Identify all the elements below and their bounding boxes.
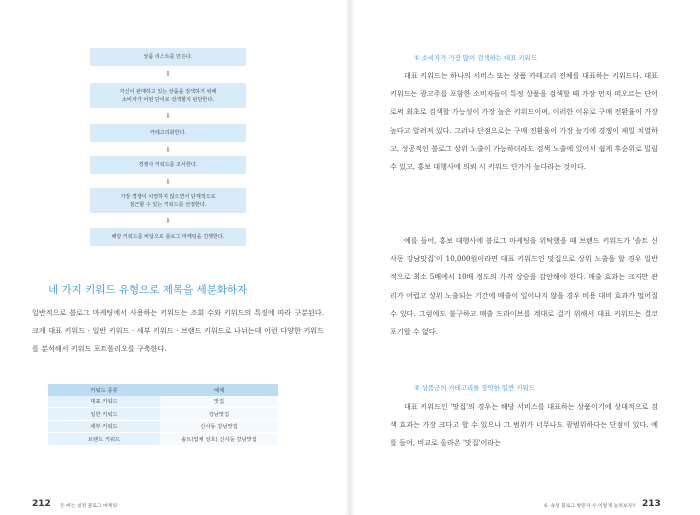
- table-cell: 세부 키워드: [48, 420, 160, 433]
- page-number: 213: [642, 499, 661, 509]
- down-arrow-icon: ⬇: [165, 112, 171, 120]
- flow-step-6: 해당 키워드를 바탕으로 블로그 마케팅을 진행한다.: [90, 228, 246, 246]
- table-row: [48, 408, 278, 421]
- table-header-cell: 예제: [160, 384, 278, 396]
- down-arrow-icon: ⬇: [165, 217, 171, 225]
- table-cell: 맛집: [160, 396, 278, 408]
- down-arrow-icon: ⬇: [165, 146, 171, 154]
- table-row: [48, 396, 278, 408]
- body-paragraph: 일반적으로 블로그 마케팅에서 사용하는 키워드는 조회 수와 키워드의 특징에 따라 구분된다. 크게 대표 키워드 · 일반 키워드 · 세부 키워드 · 브랜드 키워드로 나뉘는데 이런 다양한 키워드를 분석해서 키워드 포트폴리오를 구축한다.: [32, 308, 324, 354]
- running-title: 6. 속성 블로그 방문자 수 이렇게 늘려보자!!: [544, 504, 636, 509]
- table-header-cell: 키워드 종류: [48, 384, 160, 396]
- flow-step-3: 카테고리화한다.: [90, 124, 246, 142]
- flow-step-5: 가장 경쟁이 치열하지 않으면서 단계적으로 점근할 수 있는 키워드를 선정한다.: [90, 188, 246, 213]
- down-arrow-icon: ⬇: [165, 178, 171, 186]
- down-arrow-icon: ⬇: [165, 70, 171, 78]
- running-title: 돈 버는 실전 블로그 마케팅: [60, 504, 118, 509]
- table-cell: 신사동 강남맛집: [160, 420, 278, 433]
- page-number: 212: [32, 499, 51, 509]
- table-cell: 일반 키워드: [48, 408, 160, 421]
- keyword-type-table: [48, 384, 278, 446]
- section-heading: 네 가지 키워드 유형으로 제목을 세분화하자: [48, 284, 248, 296]
- page-gutter: [345, 0, 355, 515]
- table-cell: 브랜드 키워드: [48, 433, 160, 446]
- table-cell: 강남맛집: [160, 408, 278, 421]
- table-header-row: [48, 384, 278, 396]
- table-cell: 대표 키워드: [48, 396, 160, 408]
- flow-step-2: 자신이 판매하고 있는 상품을 검색하기 위해 소비자가 어떤 단어로 검색할지 판단한다.: [90, 83, 246, 108]
- table-cell: 솔트(업체 상호) 신사동 강남맛집: [160, 433, 278, 446]
- table-row: [48, 433, 278, 446]
- flow-step-1: 상품 리스트를 만든다.: [90, 48, 246, 66]
- subsection-heading: ① 소비자가 가장 많이 검색하는 대표 키워드: [414, 54, 537, 62]
- body-paragraph: 대표 키워드는 하나의 서비스 또는 상품 카테고리 전체를 대표하는 키워드다. 대표 키워드는 광고주를 포함한 소비자들이 특정 상품을 검색할 때 가장 먼저 떠오르는 단어로써 최초로 검색할 가능성이 가장 높은 키워드이며, 이러한 이유로 구매 전환율이 가장 높다고 알려져 있다. 그러나 단점으로는 구매 전환율이 가장 높기에 경쟁이 제일 치열하고, 성공적인 블로그 상위 노출이 가능하더라도 검색 노출에 있어서 쉽게 후순위로 밀릴 수 있고, 홍보 대행사에 의뢰 시 키워드 단가가 높다라는 것이다.: [390, 71, 658, 172]
- flow-step-4: 경쟁사 키워드를 조사한다.: [90, 156, 246, 174]
- table-row: [48, 420, 278, 433]
- subsection-heading: ② 상품군의 카테고리를 장악한 일반 키워드: [414, 384, 535, 392]
- body-paragraph: 대표 키워드인 '맛집'의 경우는 해당 서비스를 대표하는 상품이기에 상대적으로 검색 효과는 가장 크다고 할 수 있으나 그 범위가 너무나도 광범위하다는 단점이 있다. 예를 들어, 비교로 올라온 '맛집'이라는: [390, 402, 658, 448]
- body-paragraph: 예를 들어, 홍보 대행사에 블로그 마케팅을 위탁했을 때 브랜드 키워드가 '솔트 신사동 강남맛집'이 10,000원이라면 대표 키워드인 맛집으로 상위 노출을 할 경우 일반적으로 최소 5배에서 10배 정도의 가격 상승을 감안해야 한다. 매출 효과는 크지만 관리가 어렵고 상위 노출되는 기간에 매출이 일어나지 않을 경우 비용 대비 효과가 떨어질 수 있다. 그럼에도 불구하고 매출 드라이브를 계대로 걸기 위해서 대표 키워드는 결코 포기할 수 없다.: [390, 236, 658, 337]
